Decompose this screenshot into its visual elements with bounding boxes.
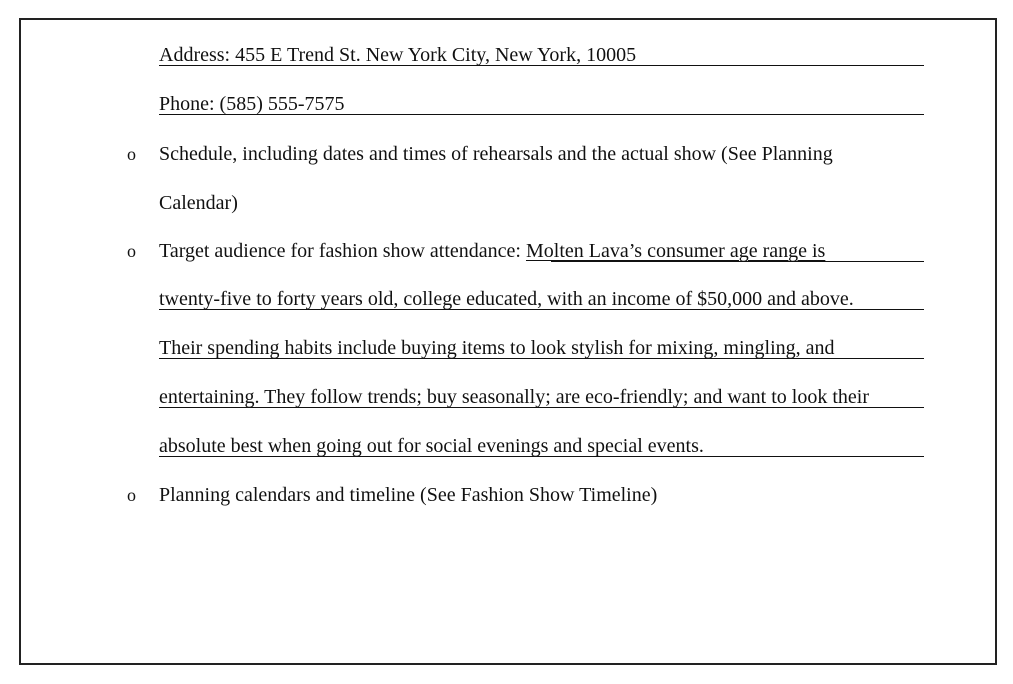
target-line-3: Their spending habits include buying items to look stylish for mixing, mingling, and (159, 337, 835, 359)
bullet-icon: o (127, 485, 136, 505)
target-prefix: Target audience for fashion show attendance: (159, 240, 526, 262)
bullet-icon: o (127, 144, 136, 164)
target-line-2: twenty-five to forty years old, college educated, with an income of $50,000 and above. (159, 288, 854, 310)
target-line-4: entertaining. They follow trends; buy seasonally; are eco-friendly; and want to look their (159, 386, 869, 408)
target-line-1 (159, 239, 924, 263)
schedule-line-1: Schedule, including dates and times of rehearsals and the actual show (See Planning (159, 143, 833, 165)
address-line: Address: 455 E Trend St. New York City, New York, 10005 (159, 44, 637, 66)
phone-line: Phone: (585) 555-7575 (159, 93, 345, 115)
target-underlined-text-1: Molten Lava’s consumer age range is (525, 240, 826, 262)
target-line-5: absolute best when going out for social evenings and special events. (159, 435, 704, 457)
planning-line: Planning calendars and timeline (See Fashion Show Timeline) (159, 484, 658, 506)
schedule-line-2: Calendar) (159, 192, 238, 214)
bullet-icon: o (127, 241, 136, 261)
